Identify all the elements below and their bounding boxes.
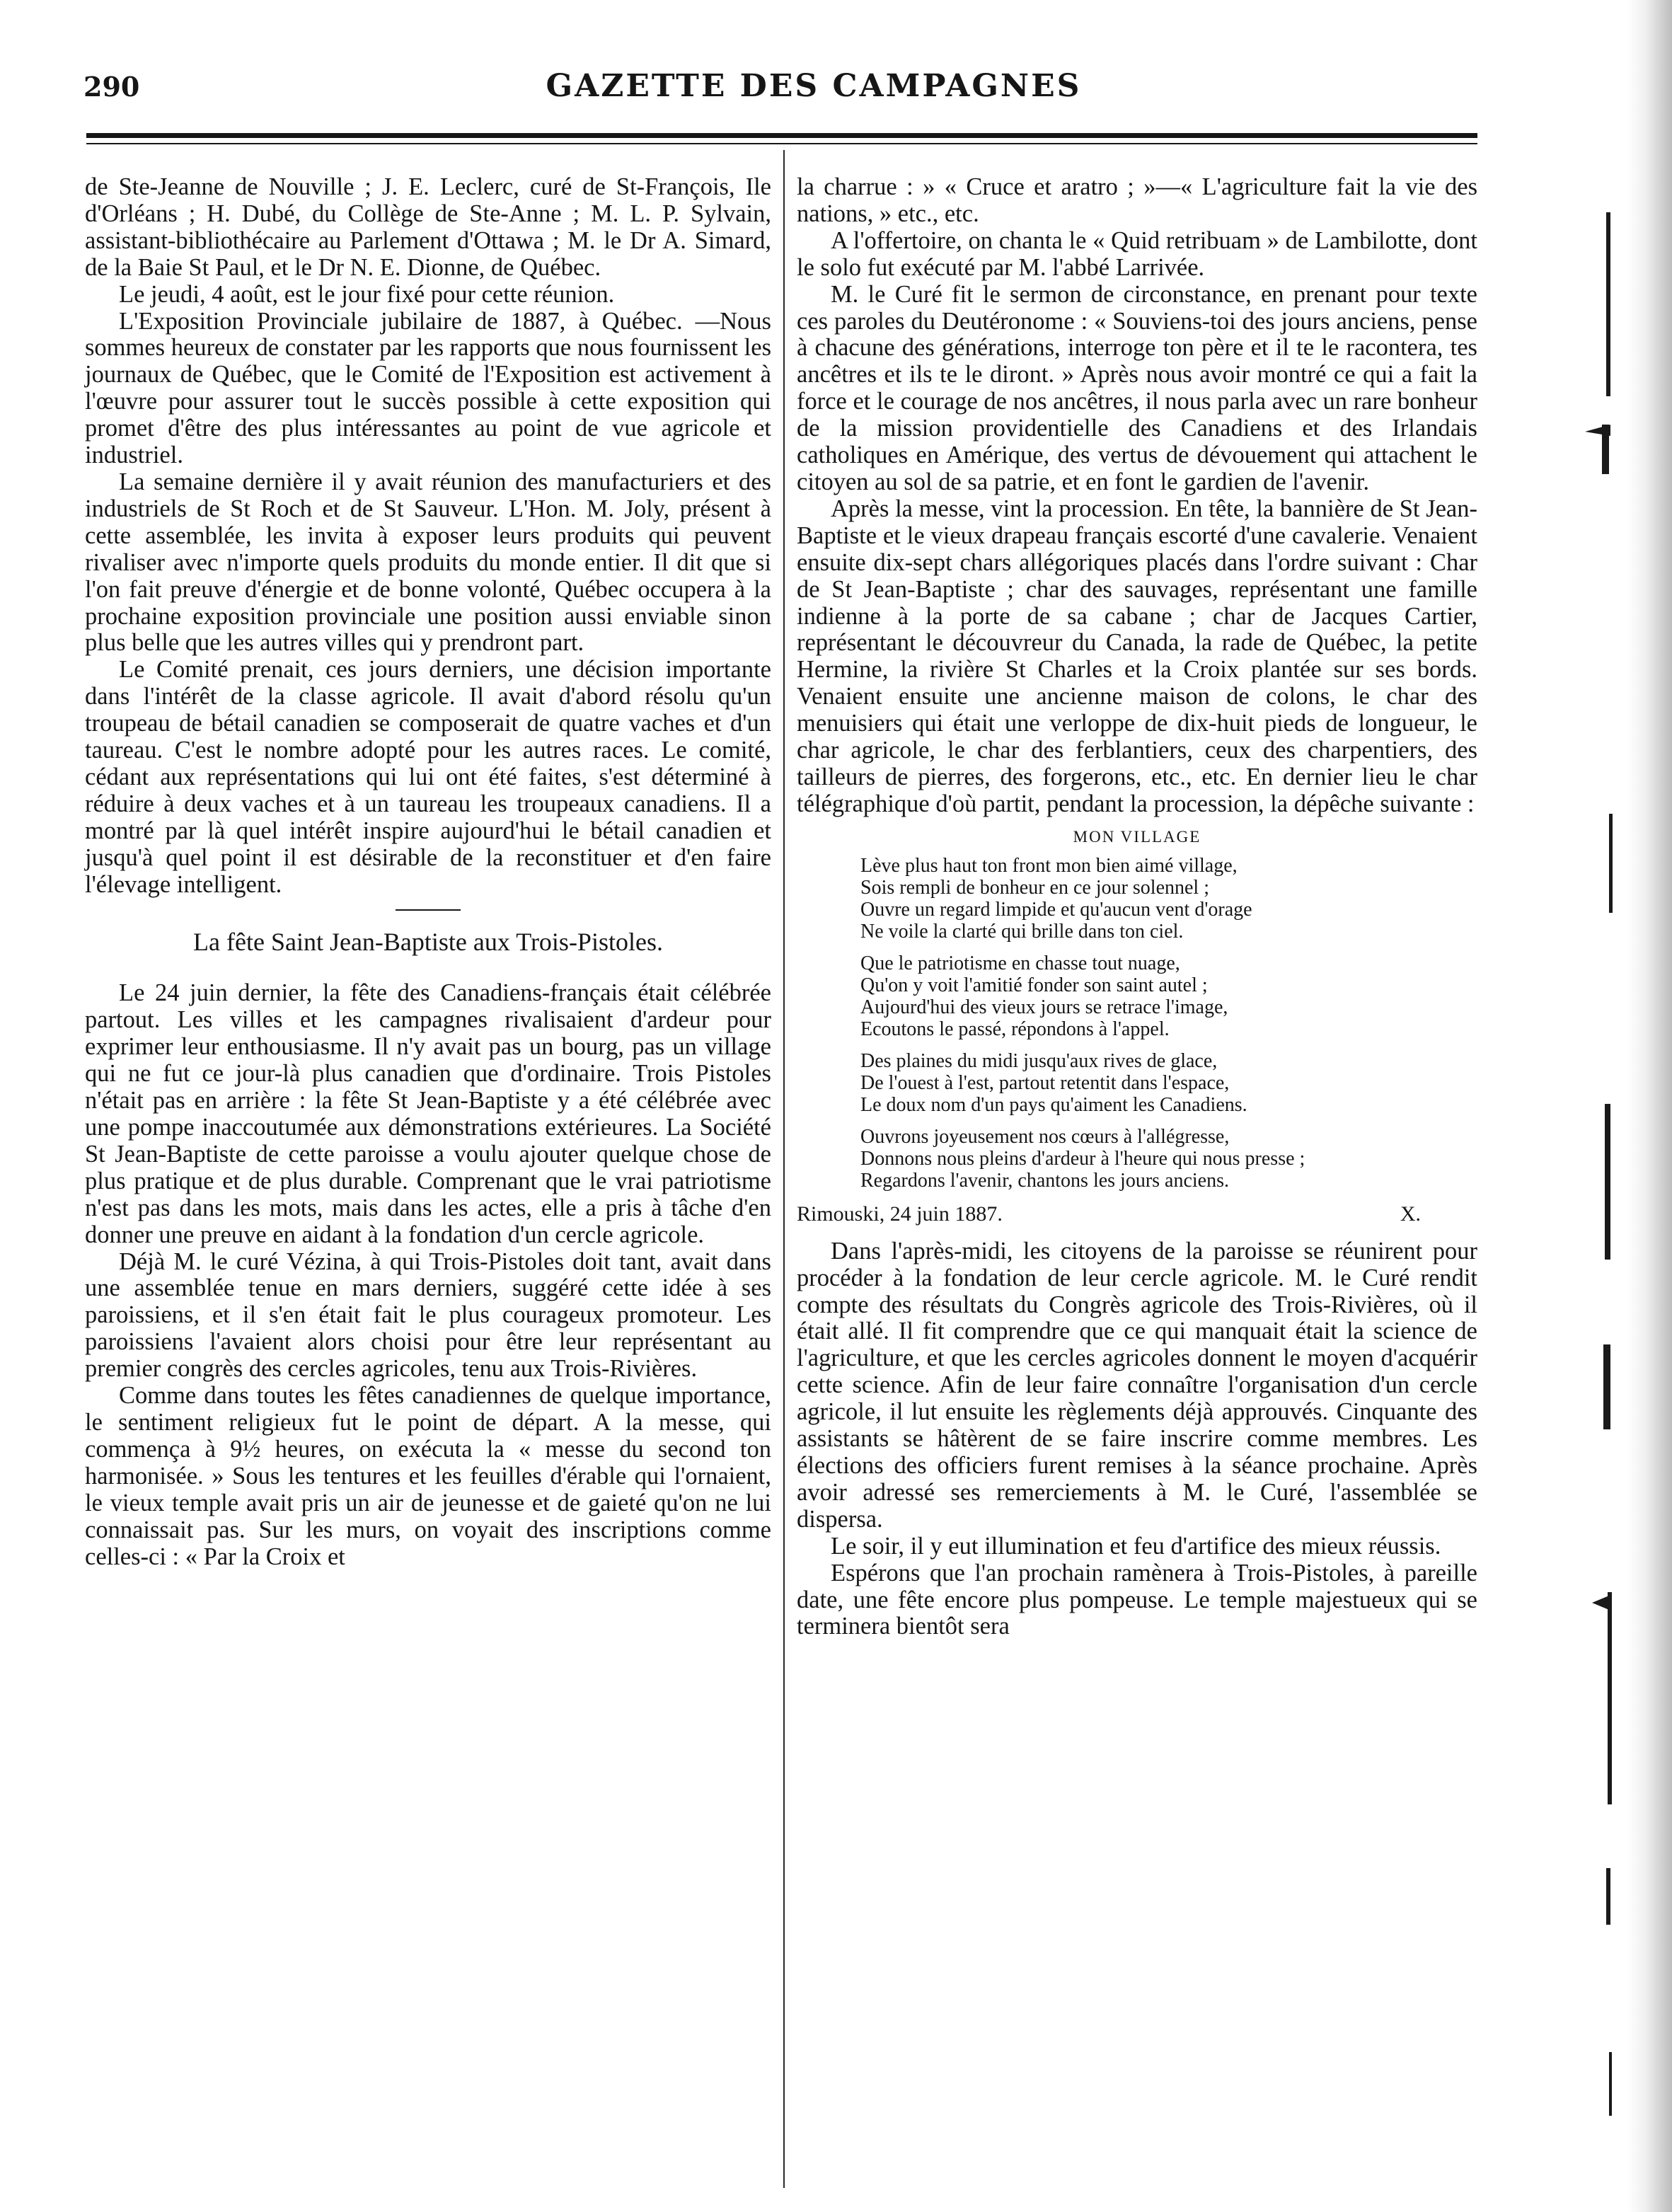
- paragraph: Le jeudi, 4 août, est le jour fixé pour cette réunion.: [119, 280, 615, 308]
- poem-line: Donnons nous pleins d'ardeur à l'heure qui nous presse ;: [860, 1147, 1305, 1170]
- poem-line: De l'ouest à l'est, partout retentit dans l'espace,: [860, 1071, 1230, 1094]
- poem-line: Aujourd'hui des vieux jours se retrace l'image,: [860, 996, 1228, 1018]
- paragraph: Le 24 juin dernier, la fête des Canadiens-français était célébrée partout. Les villes et les campagnes rivalisaient d'ardeur pour exprimer leur enthousiasme. Il n'y avait pas un bourg, pas un village qui ne fut ce jour-là plus canadien que d'ordinaire. Trois Pistoles n'était pas en arrière : la fête St Jean-Baptiste y a été célébrée avec une pompe inaccoutumée aux démonstrations extérieures. La Société St Jean-Baptiste de cette paroisse a voulu ajouter quelque chose de plus pratique et de plus durable. Comprenant que le vrai patriotisme n'est pas dans les mots, mais dans les actes, elle a pris à tâche d'en donner une preuve en aidant à la fondation d'un cercle agricole.: [85, 979, 771, 1248]
- paragraph: M. le Curé fit le sermon de circonstance, en prenant pour texte ces paroles du Deutéronome : « Souviens-toi des jours anciens, pense à chacune des générations, interroge ton père et il te le racontera, tes ancêtres et ils te le diront. » Après nous avoir montré ce qui a fait la force et le courage de nos ancêtres, il nous parla avec un rare bonheur de la mission providentielle des Canadiens et des Irlandais catholiques en Amérique, des vertus de dévouement qui attachent le citoyen au sol de sa patrie, et en font le gardien de l'avenir.: [797, 280, 1477, 495]
- poem-line: Regardons l'avenir, chantons les jours anciens.: [860, 1169, 1230, 1192]
- page-title: GAZETTE DES CAMPAGNES: [546, 68, 1082, 104]
- poem-place-date: Rimouski, 24 juin 1887.: [797, 1202, 1003, 1226]
- poem-line: Ne voile la clarté qui brille dans ton ciel.: [860, 920, 1184, 943]
- poem-line: Lève plus haut ton front mon bien aimé village,: [860, 854, 1238, 877]
- poem-line: Qu'on y voit l'amitié fonder son saint autel ;: [860, 974, 1208, 996]
- poem-line: Ecoutons le passé, répondons à l'appel.: [860, 1018, 1170, 1040]
- header-rule-thin: [86, 143, 1477, 144]
- poem-signature: X.: [1400, 1202, 1421, 1226]
- paragraph: L'Exposition Provinciale jubilaire de 1887, à Québec. —Nous sommes heureux de constater par les rapports que nous fournissent les journaux de Québec, que le Comité de l'Exposition est activement à l'œuvre pour assurer tout le succès possible à cette exposition qui promet d'être des plus intéressantes au point de vue agricole et industriel.: [85, 307, 771, 469]
- poem-stanza: [860, 952, 1477, 1040]
- paragraph: A l'offertoire, on chanta le « Quid retribuam » de Lambilotte, dont le solo fut exécuté par M. l'abbé Larrivée.: [797, 226, 1477, 281]
- section-separator: [396, 909, 461, 911]
- column-divider: [783, 150, 785, 2188]
- poem-stanza: [860, 855, 1477, 943]
- poem-stanza: [860, 1126, 1477, 1192]
- poem-line: Le doux nom d'un pays qu'aiment les Canadiens.: [860, 1093, 1247, 1116]
- paragraph: de Ste-Jeanne de Nouville ; J. E. Leclerc, curé de St-François, Ile d'Orléans ; H. Dubé, du Collège de Ste-Anne ; M. L. P. Sylvain, assistant-bibliothécaire au Parlement d'Ottawa ; M. le Dr A. Simard, de la Baie St Paul, et le Dr N. E. Dionne, de Québec.: [85, 173, 771, 281]
- page-number: 290: [83, 71, 140, 103]
- poem-line: Ouvre un regard limpide et qu'aucun vent d'orage: [860, 898, 1252, 921]
- section-heading: La fête Saint Jean-Baptiste aux Trois-Pistoles.: [193, 928, 663, 957]
- paragraph: Le Comité prenait, ces jours derniers, une décision importante dans l'intérêt de la classe agricole. Il avait d'abord résolu qu'un troupeau de bétail canadien se composerait de quatre vaches et d'un taureau. C'est le nombre adopté pour les autres races. Le comité, cédant aux représentations qui lui ont été faites, s'est déterminé à réduire à deux vaches et à un taureau les troupeaux canadiens. Il a montré par là quel intérêt inspire aujourd'hui le bétail canadien et jusqu'à quel point il est désirable de la reconstituer et d'en faire l'élevage intelligent.: [85, 656, 771, 898]
- poem-line: Que le patriotisme en chasse tout nuage,: [860, 952, 1180, 974]
- paragraph: Espérons que l'an prochain ramènera à Trois-Pistoles, à pareille date, une fête encore plus pompeuse. Le temple majestueux qui se terminera bientôt sera: [797, 1559, 1477, 1640]
- poem-line: Sois rempli de bonheur en ce jour solennel ;: [860, 876, 1209, 899]
- poem-line: Des plaines du midi jusqu'aux rives de glace,: [860, 1049, 1218, 1072]
- paragraph: La semaine dernière il y avait réunion des manufacturiers et des industriels de St Roch et de St Sauveur. L'Hon. M. Joly, présent à cette assemblée, les invita à exposer leurs produits qui peuvent rivaliser avec n'importe quels produits du monde entier. Il dit que si l'on fait preuve d'énergie et de bonne volonté, Québec occupera à la prochaine exposition provinciale une position aussi enviable sinon plus belle que les autres villes qui y prendront part.: [85, 468, 771, 657]
- header-rule-thick: [86, 133, 1477, 138]
- poem-title: MON VILLAGE: [1073, 827, 1201, 846]
- left-column: [85, 174, 771, 1570]
- paragraph: la charrue : » « Cruce et aratro ; »—« L'agriculture fait la vie des nations, » etc., etc.: [797, 173, 1477, 227]
- paragraph: Déjà M. le curé Vézina, à qui Trois-Pistoles doit tant, avait dans une assemblée tenue en mars derniers, suggéré cette idée à ses paroissiens, et il s'en était fait le plus courageux promoteur. Les paroissiens l'avaient alors choisi pour être leur représentant au premier congrès des cercles agricoles, tenu aux Trois-Rivières.: [85, 1248, 771, 1383]
- poem-stanza: [860, 1050, 1477, 1116]
- paragraph: Comme dans toutes les fêtes canadiennes de quelque importance, le sentiment religieux fut le point de départ. A la messe, qui commença à 9½ heures, on exécuta la « messe du second ton harmonisée. » Sous les tentures et les feuilles d'érable qui l'ornaient, le vieux temple avait pris un air de jeunesse et de gaieté qu'on ne lui connaissait pas. Sur les murs, on voyait des inscriptions comme celles-ci : « Par la Croix et: [85, 1382, 771, 1570]
- poem-signature-line: [797, 1202, 1421, 1227]
- scan-margin-noise: [1578, 0, 1634, 2212]
- right-column: [797, 174, 1477, 1640]
- paragraph: Le soir, il y eut illumination et feu d'artifice des mieux réussis.: [831, 1532, 1441, 1560]
- paragraph: Dans l'après-midi, les citoyens de la paroisse se réunirent pour procéder à la fondation de leur cercle agricole. M. le Curé rendit compte des résultats du Congrès agricole des Trois-Rivières, où il était allé. Il fit comprendre que ce qui manquait était la science de l'agriculture, et que les cercles agricoles donnent le moyen d'acquérir cette science. Afin de leur faire connaître l'organisation d'un cercle agricole, il lut ensuite les règlements déjà approuvés. Cinquante des assistants se hâtèrent de se faire inscrire comme membres. Les élections des officiers furent remises à la séance prochaine. Après avoir adressé ses remerciements à M. le Curé, l'assemblée se dispersa.: [797, 1237, 1477, 1533]
- poem-line: Ouvrons joyeusement nos cœurs à l'allégresse,: [860, 1125, 1230, 1148]
- paragraph: Après la messe, vint la procession. En tête, la bannière de St Jean-Baptiste et le vieux drapeau français escorté d'une cavalerie. Venaient ensuite dix-sept chars allégoriques placés dans l'ordre suivant : Char de St Jean-Baptiste ; char des sauvages, représentant une famille indienne à la porte de sa cabane ; char de Jacques Cartier, représentant le découvreur du Canada, la rade de Québec, la petite Hermine, la rivière St Charles et la Croix plantée sur ses bords. Venaient ensuite une ancienne maison de colons, le char des menuisiers qui était une verloppe de dix-huit pieds de longueur, le char agricole, le char des ferblantiers, ceux des charpentiers, des tailleurs de pierres, des forgerons, etc., etc. En dernier lieu le char télégraphique d'où partit, pendant la procession, la dépêche suivante :: [797, 495, 1477, 817]
